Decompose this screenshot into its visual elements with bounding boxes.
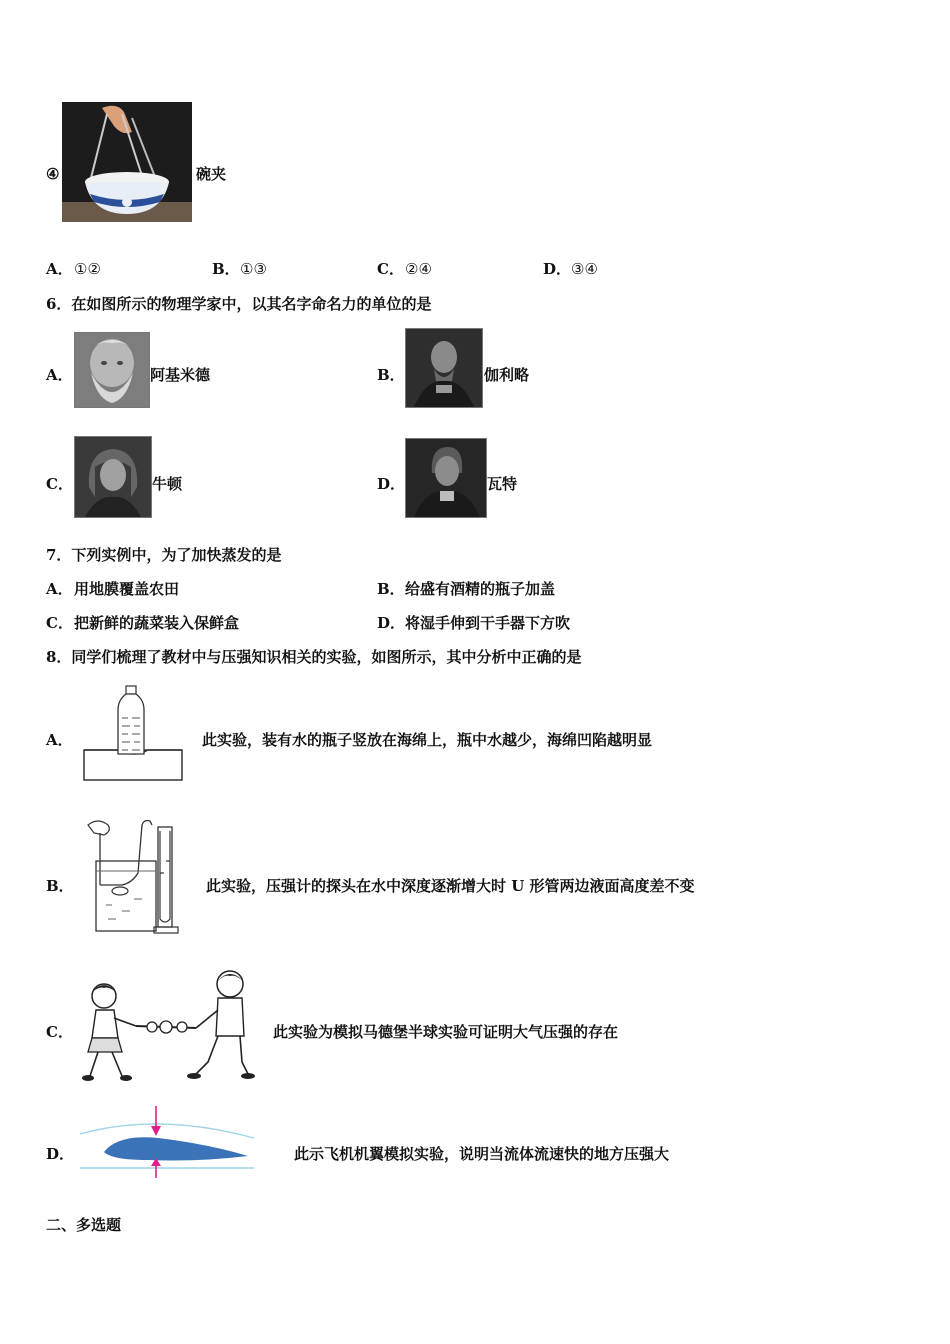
option-text: ②④ <box>405 260 432 278</box>
option-letter: D． <box>46 1145 75 1163</box>
option-text: 此实验，装有水的瓶子竖放在海绵上，瓶中水越少，海绵凹陷越明显 <box>202 731 653 749</box>
pressure-gauge-figure <box>78 815 182 937</box>
option-text: 阿基米德 <box>150 366 211 384</box>
item-4-marker: ④ <box>46 165 60 183</box>
option-letter: C． <box>46 475 73 493</box>
option-text: 此实验为模拟马德堡半球实验可证明大气压强的存在 <box>273 1023 619 1041</box>
option-text: 瓦特 <box>487 475 518 493</box>
option-letter: D． <box>543 260 572 278</box>
option-text: 用地膜覆盖农田 <box>74 580 180 598</box>
section-2-title: 二、多选题 <box>46 1216 122 1234</box>
option-letter: B． <box>46 877 74 895</box>
option-letter: D． <box>377 614 406 632</box>
galileo-portrait <box>405 328 483 408</box>
option-letter: B． <box>377 366 405 384</box>
option-letter: D． <box>377 475 406 493</box>
archimedes-portrait <box>74 332 150 408</box>
q8-stem: 8．同学们梳理了教材中与压强知识相关的实验，如图所示，其中分析中正确的是 <box>46 648 582 666</box>
option-text: ①③ <box>240 260 267 278</box>
option-text: 伽利略 <box>484 366 530 384</box>
option-text: ①② <box>74 260 101 278</box>
option-letter: B． <box>377 580 405 598</box>
option-letter: C． <box>377 260 404 278</box>
option-text: ③④ <box>571 260 598 278</box>
newton-portrait <box>74 436 152 518</box>
option-letter: A． <box>46 260 73 278</box>
q6-stem: 6．在如图所示的物理学家中，以其名字命名力的单位的是 <box>46 295 432 313</box>
bottle-on-sponge-figure <box>80 684 186 784</box>
option-text: 把新鲜的蔬菜装入保鲜盒 <box>74 614 240 632</box>
item-4-label: 碗夹 <box>196 165 227 183</box>
option-text: 此示飞机机翼模拟实验，说明当流体流速快的地方压强大 <box>294 1145 670 1163</box>
option-letter: A． <box>46 580 73 598</box>
option-letter: C． <box>46 1023 73 1041</box>
bowl-clamp-photo <box>62 102 192 222</box>
option-text: 将湿手伸到干手器下方吹 <box>405 614 571 632</box>
airfoil-figure <box>78 1104 256 1180</box>
option-letter: C． <box>46 614 73 632</box>
option-text: 此实验，压强计的探头在水中深度逐渐增大时 U 形管两边液面高度差不变 <box>206 877 695 895</box>
option-letter: B． <box>212 260 240 278</box>
magdeburg-hemispheres-figure <box>78 966 258 1084</box>
watt-portrait <box>405 438 487 518</box>
q7-stem: 7．下列实例中，为了加快蒸发的是 <box>46 546 282 564</box>
option-text: 牛顿 <box>152 475 183 493</box>
option-letter: A． <box>46 731 73 749</box>
option-letter: A． <box>46 366 73 384</box>
option-text: 给盛有酒精的瓶子加盖 <box>405 580 556 598</box>
